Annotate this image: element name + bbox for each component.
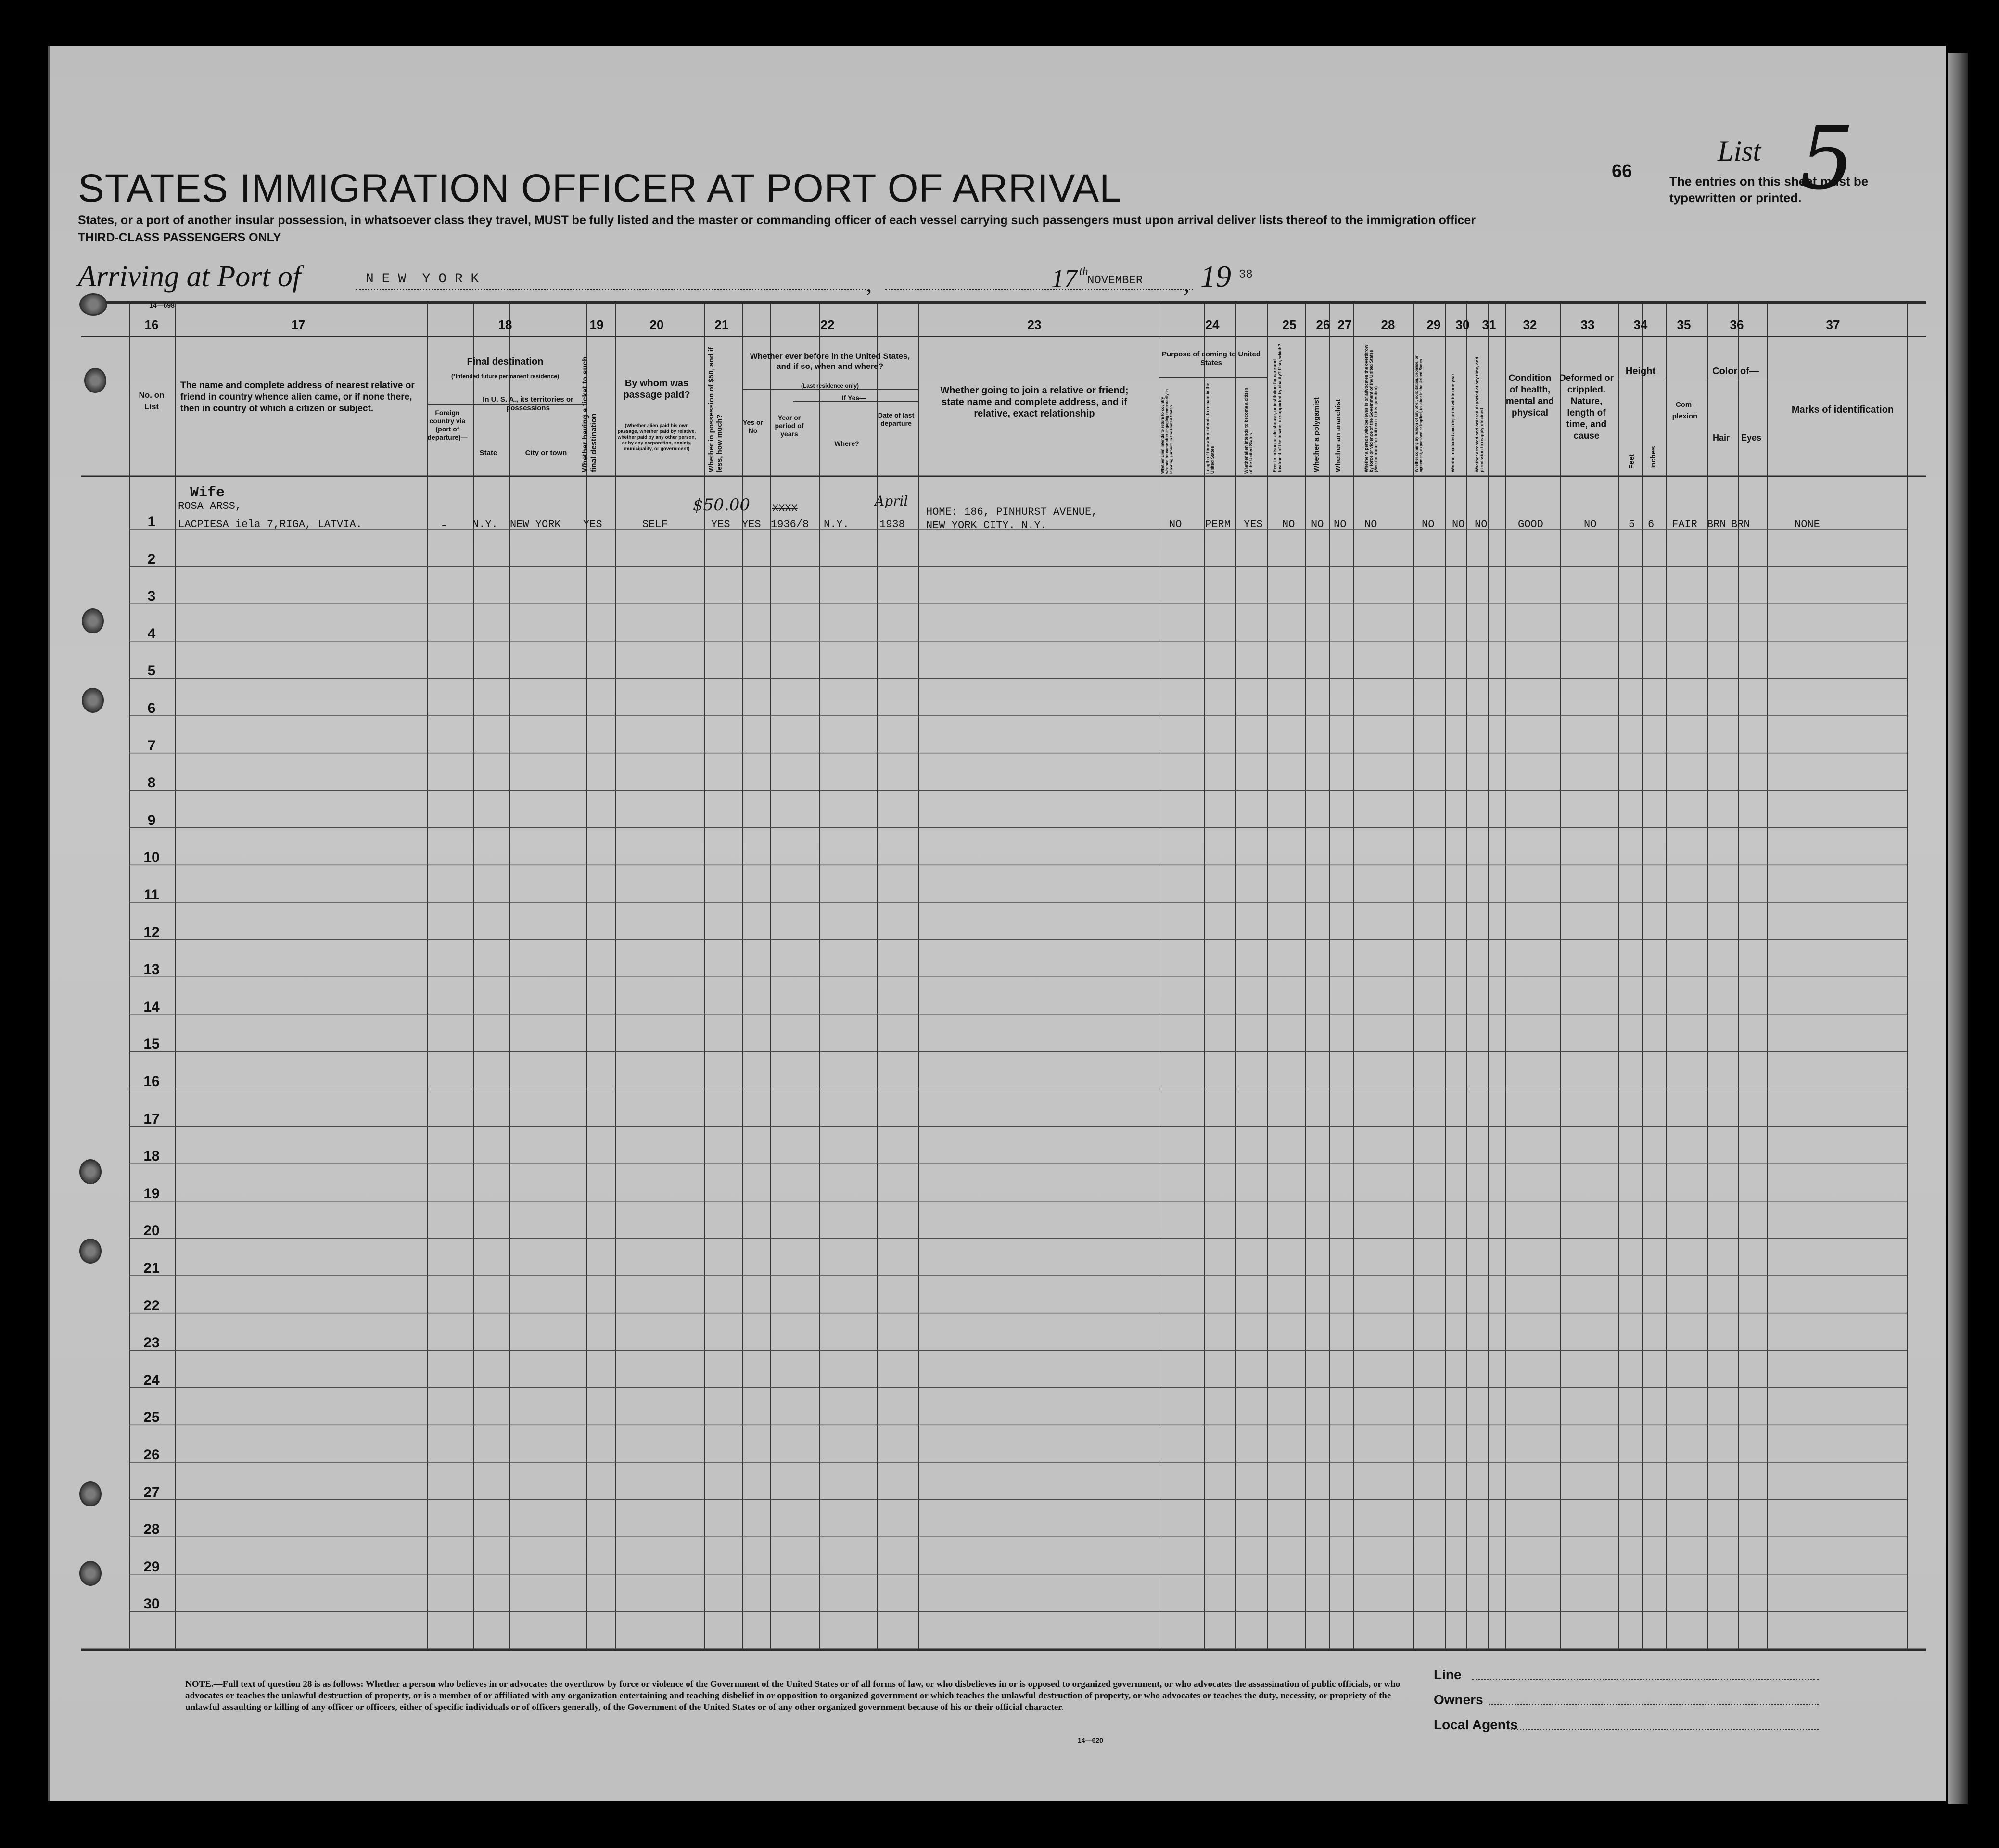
port-value: N E W Y O R K	[366, 272, 479, 287]
row-number: 2	[147, 551, 156, 567]
header-inches: Inches	[1649, 446, 1657, 469]
date-month: NOVEMBER	[1087, 274, 1143, 287]
col-number: 30	[1455, 317, 1470, 332]
col-number: 32	[1523, 317, 1537, 332]
row-number: 8	[147, 775, 156, 791]
row-number: 27	[143, 1484, 160, 1500]
header-deformed: Deformed or crippled. Nature, length of time, and cause	[1559, 373, 1614, 441]
manifest-grid	[48, 46, 1946, 1801]
row-number: 28	[143, 1521, 160, 1538]
line-label: Line	[1434, 1667, 1462, 1682]
entry-health: GOOD	[1518, 519, 1543, 531]
entry-relation: Wife	[190, 485, 225, 501]
col-number: 29	[1426, 317, 1441, 332]
header-deported: Whether excluded and deported within one year	[1451, 373, 1455, 472]
entry-join-line2: NEW YORK CITY. N.Y.	[926, 519, 1047, 532]
typewritten-note: The entries on this sheet must be typewritten or printed.	[1669, 174, 1869, 205]
punch-hole	[79, 1239, 102, 1264]
entry-passage: SELF	[642, 519, 668, 531]
entry-overthrow: NO	[1364, 519, 1377, 531]
header-city: City or town	[525, 449, 567, 457]
entry-address: LACPIESA iela 7,RIGA, LATVIA.	[178, 519, 362, 531]
entry-inches: 6	[1648, 519, 1655, 531]
date-line	[885, 289, 1193, 290]
entry-purpose-a: NO	[1169, 519, 1182, 531]
class-line: THIRD-CLASS PASSENGERS ONLY	[78, 231, 281, 244]
port-line	[356, 289, 866, 290]
row-number: 6	[147, 700, 156, 716]
header-ever-before-sub: (Last residence only)	[801, 382, 859, 389]
form-number-top: 14—698	[149, 302, 175, 309]
row-number: 15	[143, 1036, 160, 1052]
entry-city: NEW YORK	[510, 519, 561, 531]
entry-ticket: YES	[583, 519, 602, 531]
row-number: 21	[143, 1260, 160, 1276]
col-number: 25	[1282, 317, 1297, 332]
header-color-of: Color of—	[1712, 366, 1759, 377]
punch-hole	[82, 688, 104, 713]
year-suffix: 38	[1239, 268, 1253, 281]
row-number: 1	[147, 514, 156, 530]
header-final-destination-sub: (*Intended future permanent residence)	[451, 373, 560, 380]
page-title: STATES IMMIGRATION OFFICER AT PORT OF ARRIVAL	[78, 166, 1122, 210]
header-purpose-a: Whether alien intends to return to country whence he came after engaging temporarily in laboring pursuits in the United States	[1160, 389, 1173, 474]
row-number: 4	[147, 625, 156, 642]
header-purpose-c: Whether alien intends to become a citizen of the United States	[1244, 387, 1253, 474]
row-number: 29	[143, 1558, 160, 1575]
row-number: 30	[143, 1596, 160, 1612]
col-number: 18	[498, 317, 512, 332]
entry-prison: NO	[1282, 519, 1295, 531]
page-number: 66	[1612, 161, 1632, 181]
header-year-period: Year or period of years	[775, 414, 804, 438]
instructions-text: States, or a port of another insular possession, in whatsoever class they travel, MUST be fully listed and the master or commanding officer of each vessel carrying such passengers must upon arrival deliver lists thereof to the immigration officer	[78, 214, 1476, 227]
col-number: 20	[649, 317, 664, 332]
entry-deformed: NO	[1584, 519, 1597, 531]
header-relative: The name and complete address of nearest relative or friend in country whence alien came, or if none there, then in country of which a citizen or subject.	[180, 380, 415, 414]
punch-hole	[79, 1159, 102, 1184]
entry-hair: BRN	[1707, 519, 1726, 531]
col-number: 37	[1826, 317, 1840, 332]
row-number: 23	[143, 1335, 160, 1351]
comma: ,	[866, 270, 872, 297]
entry-deported-b: NO	[1475, 519, 1488, 531]
row-number: 7	[147, 737, 156, 754]
entry-labor: NO	[1422, 519, 1435, 531]
punch-hole	[82, 608, 104, 633]
row-number: 18	[143, 1148, 160, 1164]
entry-join-line1: HOME: 186, PINHURST AVENUE,	[926, 506, 1098, 518]
entry-fifty-dollars: YES	[711, 519, 730, 531]
header-hair: Hair	[1712, 433, 1730, 443]
footnote: NOTE.—Full text of question 28 is as follows: Whether a person who believes in or advocates the overthrow by force or violence of the Government of the United States or of all forms of law, or who disbelieves in or is opposed to organized government, or who advocates the assassination of public officials, or who advocates or teaches the unlawful destruction of property, or is a member of or affiliated with any organization entertaining and teaching disbelief in or opposition to organized government or which teaches the unlawful destruction of property, or who advocates or teaches the duty, necessity, or propriety of the unlawful assaulting or killing of any officer or officers, either of specific individuals or of officers generally, of the Government of the United States or of any other organized government because of his or their official character.	[185, 1679, 1401, 1712]
row-number: 10	[143, 849, 160, 866]
entry-where: N.Y.	[824, 519, 849, 531]
entry-year-struck: XXXX	[772, 503, 798, 515]
header-where: Where?	[834, 440, 859, 447]
header-fifty-dollars: Whether in possession of $50, and if less, how much?	[707, 347, 724, 472]
row-number: 16	[143, 1074, 160, 1089]
entry-feet: 5	[1629, 519, 1635, 531]
col-number: 34	[1633, 317, 1648, 332]
header-labor: Whether coming by reason of any offer, solicitation, promise, or agreement, expressed or implied, to labor in the United States	[1414, 355, 1423, 472]
col-number: 21	[714, 317, 729, 332]
entry-foreign-country: -	[440, 519, 448, 533]
form-number-bottom: 14—620	[1078, 1736, 1103, 1744]
arriving-label: Arriving at Port of	[78, 260, 301, 293]
agents-field	[1511, 1729, 1819, 1730]
list-label: List	[1718, 135, 1761, 167]
col-number: 36	[1730, 317, 1744, 332]
list-number: 5	[1799, 108, 1855, 209]
header-marks: Marks of identification	[1791, 405, 1894, 415]
header-no-on-list: No. on List	[139, 391, 165, 411]
row-number: 13	[143, 962, 160, 978]
header-eyes: Eyes	[1741, 433, 1762, 443]
col-number: 28	[1381, 317, 1395, 332]
entry-money-handwritten: $50.00	[693, 495, 750, 515]
header-prison: Ever in prison or almshouse, or institution for care and treatment of the insane, or supported by charity? If so, which?	[1273, 343, 1282, 472]
header-height: Height	[1625, 366, 1656, 377]
row-number: 22	[143, 1297, 160, 1314]
header-purpose-b: Length of time alien intends to remain in the United States	[1205, 382, 1215, 474]
header-passage-paid: By whom was passage paid?	[623, 378, 690, 400]
header-if-yes: If Yes—	[841, 394, 866, 402]
col-number: 22	[820, 317, 835, 332]
header-in-usa: In U. S. A., its territories or possessions	[483, 395, 573, 412]
year-prefix: 19	[1200, 259, 1231, 293]
header-passage-paid-sub: (Whether alien paid his own passage, whether paid by relative, whether paid by any other person, or by any corporation, society, municipality, or government)	[617, 423, 696, 452]
col-number: 16	[144, 317, 159, 332]
punch-hole	[79, 293, 107, 316]
comma: ,	[1184, 270, 1190, 297]
header-state: State	[479, 449, 497, 457]
col-number: 33	[1580, 317, 1595, 332]
col-number: 23	[1027, 317, 1042, 332]
entry-state: N.Y.	[472, 519, 498, 531]
row-number: 19	[143, 1185, 160, 1202]
header-join-relative: Whether going to join a relative or friend; state name and complete address, and if relative, exact relationship	[940, 385, 1129, 419]
entry-marks: NONE	[1795, 519, 1820, 531]
punch-hole	[79, 1481, 102, 1506]
owners-label: Owners	[1434, 1692, 1483, 1707]
header-deported-b: Whether arrested and ordered deported at any time, and permission to reapply obtained	[1475, 356, 1484, 472]
row-number: 20	[143, 1223, 160, 1239]
agents-label: Local Agents	[1434, 1717, 1518, 1732]
row-number: 25	[143, 1409, 160, 1426]
col-number: 19	[589, 317, 604, 332]
entry-complexion: FAIR	[1672, 519, 1697, 531]
row-number: 12	[143, 924, 160, 940]
row-number: 11	[144, 887, 159, 903]
entry-anarchist: NO	[1334, 519, 1347, 531]
entry-ever-before: YES	[742, 519, 761, 531]
row-number: 5	[147, 663, 156, 679]
manifest-sheet	[48, 46, 1946, 1801]
col-number: 31	[1482, 317, 1496, 332]
entry-year-period: 1936/8	[771, 519, 809, 531]
header-ticket: Whether having a ticket to such final destination	[581, 356, 598, 472]
col-number: 27	[1337, 317, 1352, 332]
row-number: 17	[143, 1111, 160, 1127]
entry-departure-year: 1938	[879, 519, 905, 531]
header-feet: Feet	[1628, 454, 1636, 469]
header-complexion: Com-plexion	[1672, 401, 1698, 420]
header-anarchist: Whether an anarchist	[1334, 399, 1342, 472]
row-number: 14	[143, 999, 160, 1015]
col-number: 17	[291, 317, 306, 332]
entry-departure-month: April	[875, 493, 908, 509]
header-date-last-departure: Date of last departure	[878, 411, 915, 427]
punch-hole	[79, 1561, 102, 1586]
line-field	[1472, 1679, 1819, 1680]
col-number: 35	[1677, 317, 1691, 332]
header-health: Condition of health, mental and physical	[1505, 373, 1554, 418]
header-purpose: Purpose of coming to United States	[1162, 350, 1261, 367]
owners-field	[1489, 1704, 1819, 1705]
date-suffix: th	[1079, 266, 1088, 278]
row-number: 26	[143, 1447, 160, 1463]
col-number: 26	[1316, 317, 1330, 332]
entry-purpose-c: YES	[1244, 519, 1263, 531]
header-polygamist: Whether a polygamist	[1312, 397, 1321, 472]
entry-deported: NO	[1452, 519, 1465, 531]
entry-name: ROSA ARSS,	[178, 500, 242, 512]
row-number: 9	[147, 812, 156, 828]
punch-hole	[84, 368, 106, 393]
row-number: 24	[143, 1372, 160, 1388]
instructions	[78, 212, 1579, 246]
header-final-destination: Final destination	[467, 356, 544, 367]
header-foreign-country: Foreign country via (port of departure)—	[427, 409, 468, 441]
col-number: 24	[1205, 317, 1220, 332]
date-day: 17	[1051, 264, 1077, 293]
entry-purpose-b: PERM	[1205, 519, 1231, 531]
entry-eyes: BRN	[1731, 519, 1750, 531]
entry-polygamist: NO	[1311, 519, 1324, 531]
paper-edge	[1948, 53, 1968, 1804]
header-overthrow: Whether a person who believes in or advocates the overthrow by force or violence of the Government of the United States (See footnote for full text of this question)	[1364, 344, 1378, 472]
header-yes-no: Yes or No	[742, 418, 764, 434]
row-number: 3	[147, 588, 156, 605]
header-ever-before: Whether ever before in the United States, and if so, when and where?	[750, 352, 910, 371]
